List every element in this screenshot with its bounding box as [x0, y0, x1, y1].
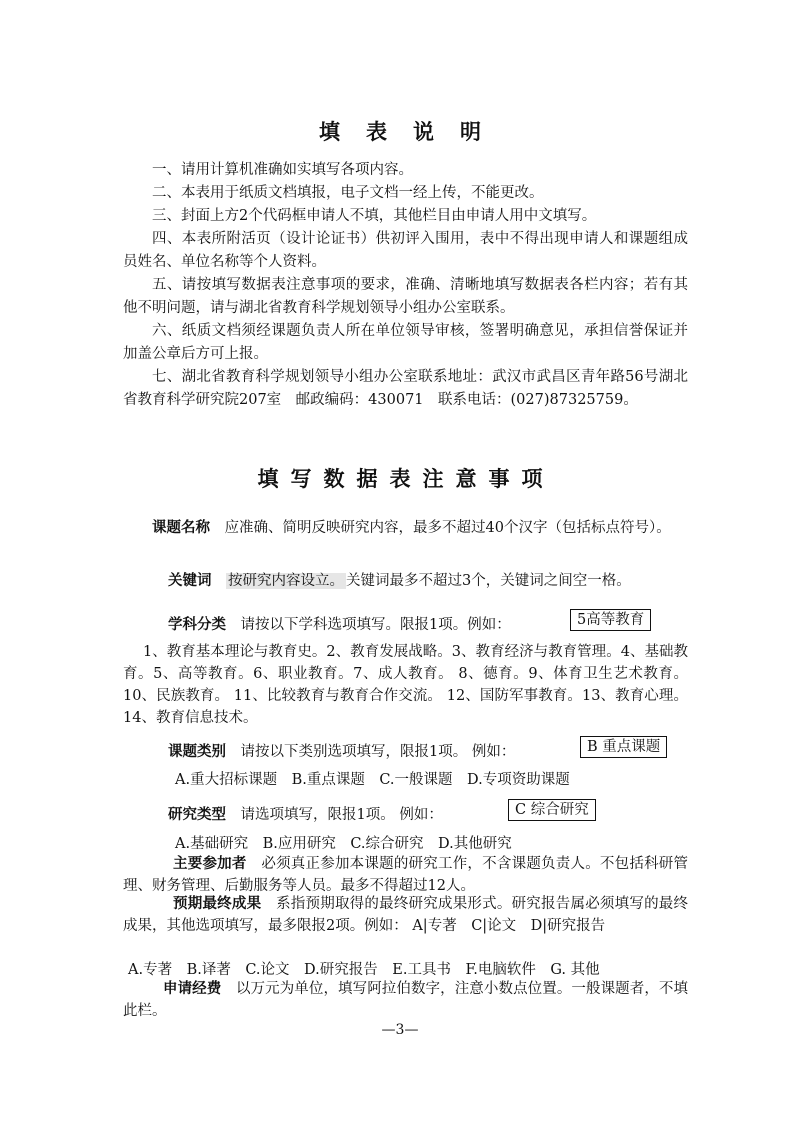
instructions-title: 填表说明: [319, 120, 507, 144]
page-number: —3—: [381, 1022, 419, 1038]
discipline-options: 1、教育基本理论与教育史。2、教育发展战略。3、教育经济与教育管理。4、基础教育。5、高等教育。6、职业教育。7、成人教育。 8、德育。9、体育卫生艺术教育。10、民族教育。 11、比较教育与教育合作交流。 12、国防军事教育。13、教育心理。 14、教育信息技术。: [123, 644, 688, 726]
instruction-item-6: 六、纸质文档须经课题负责人所在单位领导审核，签署明确意见，承担信誉保证并加盖公章后方可上报。: [123, 323, 688, 362]
research-type-note: [168, 805, 443, 825]
keywords-note: [168, 571, 631, 591]
instruction-item-7: 七、湖北省教育科学规划领导小组办公室联系地址：武汉市武昌区青年路56号湖北省教育科学研究院207室 邮政编码：430071 联系电话：(027)87325759。: [123, 369, 688, 408]
discipline-example-box: 5高等教育: [570, 609, 651, 631]
instruction-item-4: 四、本表所附活页（设计论证书）供初评入围用，表中不得出现申请人和课题组成员姓名、单位名称等个人资料。: [123, 231, 688, 270]
topic-name-text: 应准确、简明反映研究内容，最多不超过40个汉字（包括标点符号）。: [224, 520, 671, 536]
category-label: 课题类别: [168, 744, 226, 760]
research-type-options: A.基础研究 B.应用研究 C.综合研究 D.其他研究: [175, 836, 512, 852]
discipline-text: 请按以下学科选项填写。限报1项。例如：: [240, 617, 511, 633]
instruction-item-1: 一、请用计算机准确如实填写各项内容。: [152, 162, 413, 178]
funding-label: 申请经费: [163, 981, 222, 997]
topic-name-note: [123, 517, 688, 540]
category-text: 请按以下类别选项填写，限报1项。 例如：: [240, 744, 516, 760]
outcome-note: [123, 893, 688, 937]
funding-note: [123, 978, 688, 1022]
category-example-box: B 重点课题: [580, 736, 667, 758]
instruction-item-3: 三、封面上方2个代码框申请人不填，其他栏目由申请人用中文填写。: [152, 208, 597, 224]
outcome-options: A.专著 B.译著 C.论文 D.研究报告 E.工具书 F.电脑软件 G. 其他: [128, 962, 600, 978]
outcome-label: 预期最终成果: [173, 896, 262, 912]
participants-note: [123, 853, 688, 897]
discipline-label: 学科分类: [168, 617, 226, 633]
topic-name-label: 课题名称: [152, 520, 210, 536]
notes-title: 填写数据表注意事项: [257, 467, 555, 491]
research-type-example-box: C 综合研究: [508, 799, 596, 821]
discipline-note: [168, 615, 511, 635]
funding-text: 以万元为单位，填写阿拉伯数字，注意小数点位置。一般课题者，不填此栏。: [123, 981, 689, 1019]
research-type-text: 请选项填写，限报1项。 例如：: [240, 807, 443, 823]
instruction-item-5: 五、请按填写数据表注意事项的要求，准确、清晰地填写数据表各栏内容；若有其他不明问题，请与湖北省教育科学规划领导小组办公室联系。: [123, 277, 688, 316]
participants-text: 必须真正参加本课题的研究工作，不含课题负责人。不包括科研管理、财务管理、后勤服务等人员。最多不得超过12人。: [123, 856, 689, 894]
instruction-item-2: 二、本表用于纸质文档填报，电子文档一经上传，不能更改。: [152, 185, 544, 201]
participants-label: 主要参加者: [173, 856, 247, 872]
outcome-text: 系指预期取得的最终研究成果形式。研究报告属必须填写的最终成果，其他选项填写，最多限报2项。例如： A|专著 C|论文 D|研究报告: [123, 896, 689, 934]
keywords-text: 关键词最多不超过3个，关键词之间空一格。: [346, 573, 631, 589]
category-options: A.重大招标课题 B.重点课题 C.一般课题 D.专项资助课题: [175, 772, 570, 788]
category-note: [168, 742, 515, 762]
keywords-highlight: 按研究内容设立。: [228, 573, 344, 589]
keywords-label: 关键词: [168, 573, 212, 589]
research-type-label: 研究类型: [168, 807, 226, 823]
